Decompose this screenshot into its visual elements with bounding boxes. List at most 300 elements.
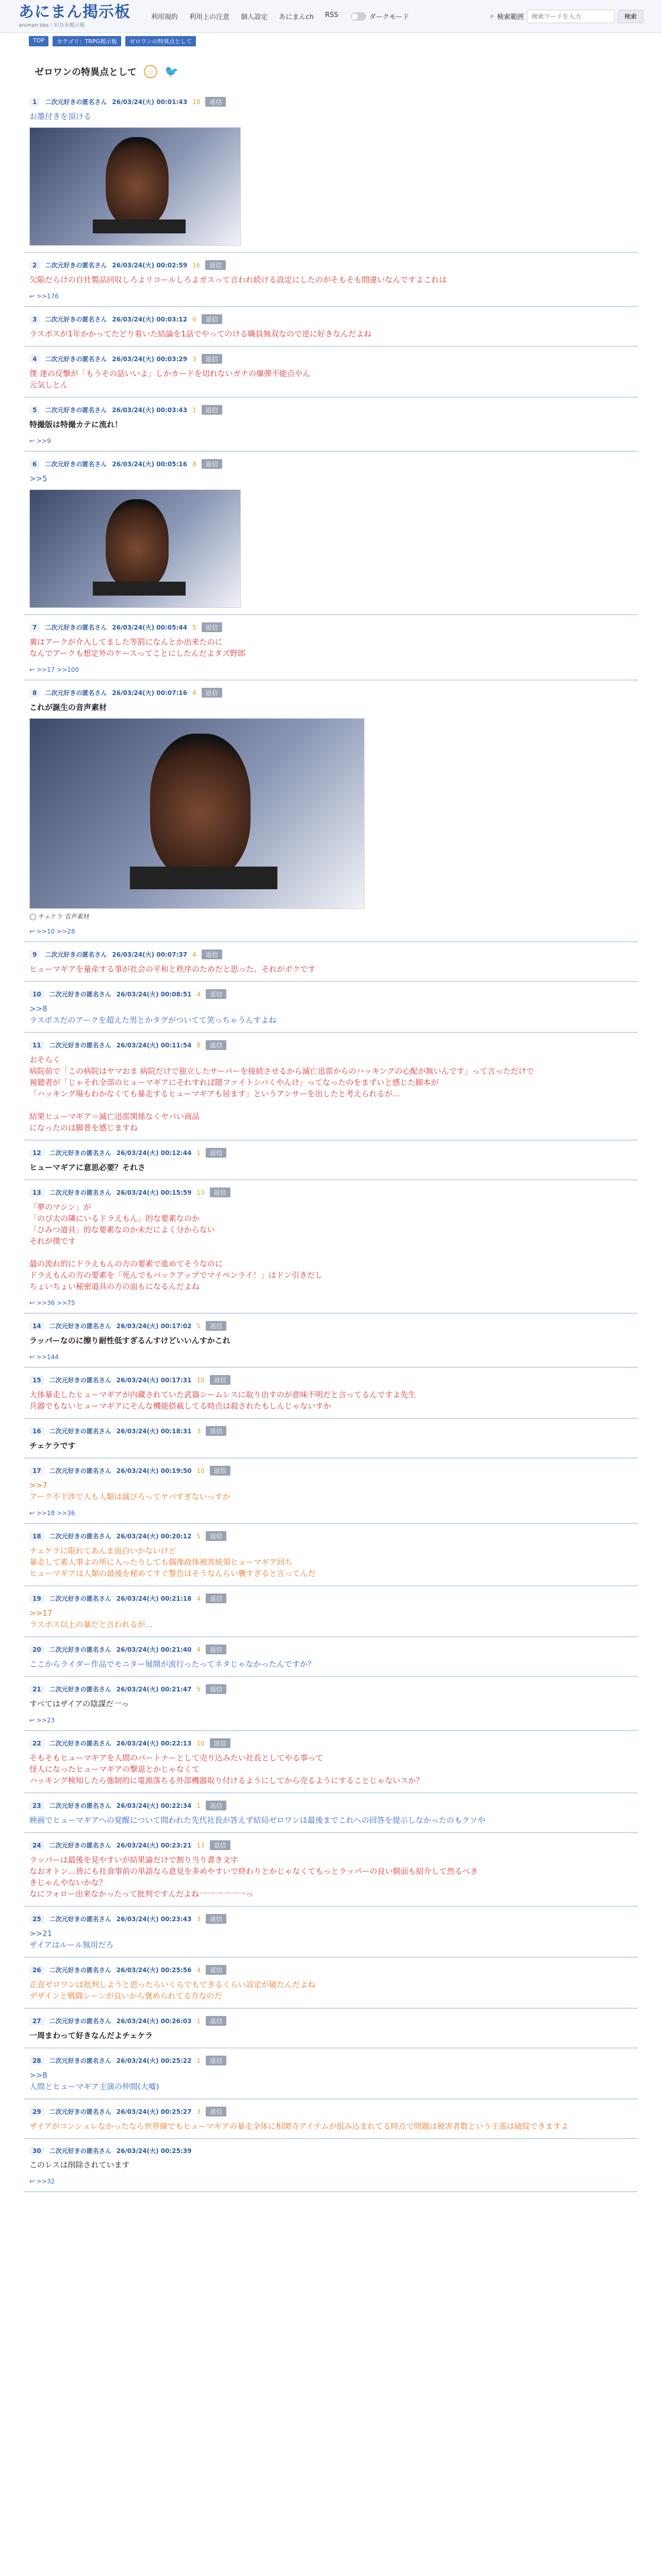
dark-mode-label: ダークモード bbox=[369, 13, 409, 21]
image-figure bbox=[106, 499, 169, 588]
post-body bbox=[29, 1003, 638, 1026]
post-body bbox=[29, 1389, 638, 1412]
post-date: 26/03/24(火) 00:25:27 bbox=[116, 2108, 192, 2115]
post-line: すべてはザイアの陰謀だ一っ bbox=[29, 1699, 129, 1708]
reply-button[interactable]: 返信 bbox=[206, 2016, 226, 2026]
post-date: 26/03/24(火) 00:03:43 bbox=[112, 406, 188, 414]
post-line: そもそもヒューマギアを人間のパートナーとして売り込みたい社長としてやる事って bbox=[29, 1753, 324, 1762]
post-number[interactable]: 20 bbox=[29, 1646, 44, 1654]
reply-button[interactable]: 返信 bbox=[202, 314, 222, 324]
post-item bbox=[24, 1637, 638, 1677]
poster-name: 二次元好きの匿名さん bbox=[49, 1967, 111, 1974]
post-body bbox=[29, 636, 638, 659]
post-line bbox=[29, 1247, 638, 1258]
poster-name: 二次元好きの匿名さん bbox=[49, 1149, 111, 1157]
post-number[interactable]: 26 bbox=[29, 1966, 44, 1974]
reply-button[interactable]: 返信 bbox=[206, 1801, 226, 1810]
twitter-bird-icon[interactable]: 🐦 bbox=[164, 65, 179, 78]
post-item bbox=[24, 1141, 638, 1180]
post-line[interactable]: >>5 bbox=[29, 474, 47, 483]
reply-refs-text[interactable]: >>23 bbox=[36, 1717, 55, 1724]
breadcrumb-top[interactable]: TOP bbox=[29, 36, 48, 46]
poster-name: 二次元好きの匿名さん bbox=[49, 1842, 111, 1849]
reply-button[interactable]: 返信 bbox=[205, 97, 226, 107]
post-line: きじゃんやないかな？ bbox=[29, 1878, 107, 1887]
post-body bbox=[29, 2030, 638, 2041]
like-count[interactable]: 1 bbox=[196, 1802, 201, 1809]
post-line: ハッキング検知したら強制的に電源落ちる外部機器取り付けるようにしてから売るようにすることじゃないスか？ bbox=[29, 1776, 424, 1785]
post-number[interactable]: 27 bbox=[29, 2017, 44, 2025]
reply-refs-text[interactable]: >>36 >>75 bbox=[36, 1299, 75, 1307]
post-line: ラッパーは最後を見やすいが結果論だけで割り当り書き文字 bbox=[29, 1855, 238, 1865]
post-number[interactable]: 7 bbox=[29, 623, 40, 632]
post-item bbox=[24, 90, 638, 253]
search-area bbox=[490, 10, 643, 23]
post-body bbox=[29, 111, 638, 122]
post-header bbox=[29, 459, 638, 469]
image-figure bbox=[150, 734, 250, 878]
post-item bbox=[24, 452, 638, 615]
post-line: ヒューマギアは人類の最後を秘めてすぐ警告はそうなんらい襲すぎると言ってんだ bbox=[29, 1569, 316, 1578]
reply-refs-text[interactable]: >>176 bbox=[36, 293, 59, 300]
poster-name: 二次元好きの匿名さん bbox=[45, 355, 107, 363]
post-line: ちょいちょい秘密道具の方の面もになるんだよね bbox=[29, 1282, 200, 1291]
reply-refs[interactable] bbox=[29, 1299, 638, 1307]
image-caption-bar bbox=[130, 867, 277, 889]
post-line: ドラえもんの方の要素を「死んでもバックアップでマイペンライ！」はドン引きだし bbox=[29, 1270, 323, 1280]
post-line: 元気しとん bbox=[29, 380, 69, 389]
post-number[interactable]: 21 bbox=[29, 1685, 44, 1693]
poster-name: 二次元好きの匿名さん bbox=[49, 1595, 111, 1602]
like-count[interactable]: 10 bbox=[196, 1376, 205, 1384]
like-count[interactable]: 4 bbox=[196, 1646, 201, 1653]
post-date: 26/03/24(火) 00:17:31 bbox=[116, 1377, 192, 1384]
like-count[interactable]: 4 bbox=[192, 951, 196, 958]
post-header bbox=[29, 2016, 638, 2026]
post-date: 26/03/24(火) 00:15:59 bbox=[116, 1189, 192, 1196]
post-date: 26/03/24(火) 00:05:44 bbox=[112, 624, 188, 631]
post-body bbox=[29, 1854, 638, 1900]
post-line bbox=[29, 1099, 638, 1111]
post-line: 「ハッキング場もわかなくても暴走するヒューマギアも居ます」というアンサーを出したと考えられるが… bbox=[29, 1089, 400, 1098]
like-count[interactable]: 1 bbox=[192, 406, 196, 414]
post-line: チェケラに限れてあんま面白いかないけど bbox=[29, 1546, 176, 1555]
site-header bbox=[0, 0, 662, 33]
poster-name: 二次元好きの匿名さん bbox=[45, 951, 107, 958]
post-header bbox=[29, 260, 638, 270]
reply-refs[interactable] bbox=[29, 2178, 638, 2185]
reply-arrow-icon: ↩ bbox=[29, 437, 37, 445]
nav-animanch[interactable]: あにまんch bbox=[279, 13, 314, 21]
like-count[interactable]: 10 bbox=[196, 1739, 205, 1747]
post-body bbox=[29, 368, 638, 391]
post-line: 大体暴走したヒューマギアが内蔵されていた武器シームレスに取り出すのが意味不明だと言ってるんですよ先生 bbox=[29, 1390, 416, 1399]
image-caption-bar bbox=[93, 219, 186, 233]
post-date: 26/03/24(火) 00:21:18 bbox=[116, 1595, 192, 1602]
reply-button[interactable]: 返信 bbox=[210, 1840, 230, 1850]
post-line: になったのは脚普を感じますね bbox=[29, 1123, 138, 1132]
post-header bbox=[29, 2107, 638, 2116]
post-line: それが僕です bbox=[29, 1236, 76, 1246]
post-body bbox=[29, 1928, 638, 1951]
reply-button[interactable]: 返信 bbox=[206, 1594, 226, 1603]
post-line: 僕 達の反撃が「もうその話いいよ」しかカードを切れないガチの爆弾不能点やん bbox=[29, 369, 310, 378]
post-item bbox=[24, 1033, 638, 1141]
post-number[interactable]: 16 bbox=[29, 1427, 44, 1435]
post-line: このレスは削除されています bbox=[29, 2160, 130, 2170]
post-item bbox=[24, 2099, 638, 2139]
reply-arrow-icon: ↩ bbox=[29, 1299, 37, 1307]
post-body bbox=[29, 1658, 638, 1670]
post-line: お墨付きを頂ける bbox=[29, 112, 92, 121]
reply-button[interactable]: 返信 bbox=[210, 1738, 230, 1748]
poster-name: 二次元好きの匿名さん bbox=[45, 461, 107, 468]
post-number[interactable]: 25 bbox=[29, 1915, 44, 1923]
post-number[interactable]: 12 bbox=[29, 1149, 44, 1157]
post-item bbox=[24, 681, 638, 942]
post-header bbox=[29, 1040, 638, 1050]
post-header bbox=[29, 405, 638, 415]
post-line: 病院前で「この病院はヤマおま 病院だけで独立したサーバーを接続させるから滅亡迅雷からのハッキングの心配が無いんです」って言っただけで bbox=[29, 1066, 534, 1076]
post-line: ラスボスが1年かかってたどり着いた結論を1話でやってのける職員無双なので逆に好きなんだよね bbox=[29, 329, 372, 338]
reply-button[interactable]: 返信 bbox=[206, 2107, 226, 2116]
reply-button[interactable]: 返信 bbox=[210, 1188, 230, 1197]
post-image[interactable] bbox=[29, 489, 241, 608]
like-count[interactable]: 3 bbox=[196, 1427, 201, 1435]
reply-refs[interactable] bbox=[29, 293, 638, 300]
search-scope-label[interactable]: 検索範囲 bbox=[496, 13, 524, 21]
post-body bbox=[29, 328, 638, 340]
reply-button[interactable]: 返信 bbox=[206, 1965, 226, 1975]
poster-name: 二次元好きの匿名さん bbox=[49, 1189, 111, 1196]
post-number[interactable]: 19 bbox=[29, 1595, 44, 1603]
post-item bbox=[24, 942, 638, 982]
reply-button[interactable]: 返信 bbox=[206, 1531, 226, 1541]
reply-button[interactable]: 返信 bbox=[206, 1426, 226, 1436]
like-count[interactable]: 5 bbox=[196, 1322, 201, 1330]
post-item bbox=[24, 2139, 638, 2192]
post-number[interactable]: 13 bbox=[29, 1189, 44, 1197]
post-line[interactable]: >>7 bbox=[29, 1481, 47, 1490]
reply-refs-text[interactable]: >>10 >>28 bbox=[36, 928, 75, 935]
post-date: 26/03/24(火) 00:18:31 bbox=[116, 1428, 192, 1435]
reply-button[interactable]: 返信 bbox=[206, 989, 226, 999]
post-line: 「ひみつ道具」的な要素なのか未だによく分からない bbox=[29, 1225, 215, 1234]
nav-settings[interactable]: 個人設定 bbox=[241, 13, 268, 21]
post-number[interactable]: 5 bbox=[29, 406, 40, 414]
reply-button[interactable]: 返信 bbox=[202, 405, 222, 415]
post-line: チェケラです bbox=[29, 1441, 76, 1450]
like-count[interactable]: 10 bbox=[196, 1467, 205, 1475]
post-date: 26/03/24(火) 00:07:16 bbox=[112, 689, 188, 697]
post-body bbox=[29, 702, 638, 713]
post-line: なおオトン…皆にも社食事前の単語なら意見を多めやすいで終わりとかじゃなくてもっとラッパーの良い側面も紹介して然るべき bbox=[29, 1867, 478, 1876]
post-body bbox=[29, 2070, 638, 2092]
post-image[interactable] bbox=[29, 718, 365, 909]
reply-refs-text[interactable]: >>144 bbox=[36, 1353, 59, 1361]
post-number[interactable]: 15 bbox=[29, 1376, 44, 1384]
like-count[interactable]: 6 bbox=[192, 315, 196, 323]
poster-name: 二次元好きの匿名さん bbox=[49, 1467, 111, 1475]
like-count[interactable]: 1 bbox=[196, 2017, 201, 2025]
post-body bbox=[29, 963, 638, 975]
post-date: 26/03/24(火) 00:02:59 bbox=[112, 262, 188, 269]
like-count[interactable]: 4 bbox=[196, 990, 201, 998]
poster-name: 二次元好きの匿名さん bbox=[49, 1042, 111, 1049]
post-line[interactable]: >>8 bbox=[29, 1004, 47, 1013]
post-item bbox=[24, 1677, 638, 1731]
post-header bbox=[29, 989, 638, 999]
reply-refs[interactable] bbox=[29, 1510, 638, 1517]
like-count[interactable]: 4 bbox=[196, 1966, 201, 1974]
reply-arrow-icon: ↩ bbox=[29, 1353, 37, 1361]
post-line: 最の流れ的にドラえもんの方の要素で進めてそうなのに bbox=[29, 1259, 223, 1268]
post-line: デザインと戦闘シーンが良いから褒められてる方なのだ bbox=[29, 1991, 222, 2001]
post-number[interactable]: 3 bbox=[29, 315, 40, 324]
reply-button[interactable]: 返信 bbox=[206, 1914, 226, 1924]
post-number[interactable]: 10 bbox=[29, 990, 44, 998]
logo-subtext: animan bbs｜旧ＤＢ掲示板 bbox=[19, 23, 85, 28]
post-header bbox=[29, 2056, 638, 2065]
poster-name: 二次元好きの匿名さん bbox=[49, 1916, 111, 1923]
reply-button[interactable]: 返信 bbox=[202, 354, 222, 364]
post-number[interactable]: 29 bbox=[29, 2108, 44, 2116]
reply-button[interactable]: 返信 bbox=[206, 1148, 226, 1158]
post-line: 「のび太の隣にいるドラえもん」的な要素なのか bbox=[29, 1214, 200, 1223]
search-button[interactable]: 検索 bbox=[618, 10, 643, 23]
post-number[interactable]: 9 bbox=[29, 951, 40, 959]
like-count[interactable]: 10 bbox=[192, 98, 201, 106]
poster-name: 二次元好きの匿名さん bbox=[45, 98, 107, 106]
post-header bbox=[29, 1321, 638, 1331]
post-body bbox=[29, 1979, 638, 2002]
post-item bbox=[24, 307, 638, 347]
post-line[interactable]: >>17 bbox=[29, 1608, 53, 1618]
post-date: 26/03/24(火) 00:26:03 bbox=[116, 2018, 192, 2025]
post-number[interactable]: 30 bbox=[29, 2147, 44, 2155]
like-count[interactable]: 4 bbox=[192, 689, 196, 697]
post-date: 26/03/24(火) 00:03:12 bbox=[112, 316, 188, 323]
reply-button[interactable]: 返信 bbox=[202, 950, 222, 959]
reply-refs-text[interactable]: >>9 bbox=[36, 437, 51, 445]
post-item bbox=[24, 347, 638, 398]
post-number[interactable]: 23 bbox=[29, 1802, 44, 1810]
reply-button[interactable]: 返信 bbox=[206, 1684, 226, 1694]
search-icon: ⌕ bbox=[490, 12, 494, 20]
post-date: 26/03/24(火) 00:07:37 bbox=[112, 951, 188, 958]
post-list bbox=[24, 90, 638, 2192]
post-date: 26/03/24(火) 00:23:43 bbox=[116, 1916, 192, 1923]
thread-header bbox=[35, 65, 638, 78]
post-date: 26/03/24(火) 00:11:54 bbox=[116, 1042, 192, 1049]
like-count[interactable]: 4 bbox=[196, 1595, 201, 1602]
poster-name: 二次元好きの匿名さん bbox=[45, 624, 107, 631]
post-number[interactable]: 2 bbox=[29, 261, 40, 269]
post-line: 視聴者が「じゃそれ全部のヒューマギアにそれすれば随ファイトシバくやんけ」ってなったのをまずいと感じた脚本が bbox=[29, 1078, 439, 1087]
post-line: 人間とヒューマギア主演の仲間(大嘘) bbox=[29, 2082, 159, 2091]
post-number[interactable]: 6 bbox=[29, 460, 40, 468]
breadcrumb-thread[interactable]: ゼロワンの特異点として bbox=[125, 36, 196, 46]
post-date: 26/03/24(火) 00:20:12 bbox=[116, 1533, 192, 1540]
post-line: 暴走して素人事よの所に入ったりしても偶像政体被害統領ヒューマギア回ち bbox=[29, 1557, 293, 1567]
page-title: ゼロワンの特異点として bbox=[35, 67, 137, 78]
toggle-knob bbox=[352, 13, 358, 20]
reply-button[interactable]: 返信 bbox=[210, 1466, 230, 1476]
post-item bbox=[24, 1419, 638, 1459]
post-date: 26/03/24(火) 00:05:16 bbox=[112, 461, 188, 468]
like-count[interactable]: 1 bbox=[196, 1149, 201, 1157]
post-header bbox=[29, 1426, 638, 1436]
post-number[interactable]: 1 bbox=[29, 98, 40, 106]
like-count[interactable]: 13 bbox=[196, 1841, 205, 1849]
post-number[interactable]: 11 bbox=[29, 1041, 44, 1049]
post-line: 結果ヒューマギア＝滅亡迅雷関係なくヤバい商品 bbox=[29, 1112, 200, 1121]
post-body bbox=[29, 1545, 638, 1579]
post-item bbox=[24, 398, 638, 452]
post-header bbox=[29, 1801, 638, 1810]
post-line: 欠陥だらけの自社製品回収しろよリコールしろよガスって言われ続ける設定にしたのがそもそも間違いなんですよこれは bbox=[29, 275, 447, 284]
post-number[interactable]: 14 bbox=[29, 1322, 44, 1330]
post-date: 26/03/24(火) 00:01:43 bbox=[112, 98, 188, 106]
post-line: ここからライダー作品でモニター展開が流行ったってネタじゃなかったんですか？ bbox=[29, 1659, 316, 1669]
post-date: 26/03/24(火) 00:19:50 bbox=[116, 1467, 192, 1475]
post-line: 怪人になったヒューマギアの撃退とかじゃなくて bbox=[29, 1765, 200, 1774]
reply-refs[interactable] bbox=[29, 1353, 638, 1361]
post-line: ザイアはルール無用だろ bbox=[29, 1940, 114, 1950]
like-count[interactable]: 5 bbox=[196, 1685, 201, 1693]
post-line: ラスボス以上の暴だと言われるが… bbox=[29, 1620, 153, 1629]
post-body bbox=[29, 2121, 638, 2132]
post-header bbox=[29, 1375, 638, 1385]
reply-arrow-icon: ↩ bbox=[29, 928, 37, 935]
post-number[interactable]: 8 bbox=[29, 689, 40, 697]
thread-container bbox=[24, 65, 638, 2192]
post-number[interactable]: 28 bbox=[29, 2057, 44, 2065]
post-header bbox=[29, 1684, 638, 1694]
like-count[interactable]: 1 bbox=[196, 2057, 201, 2064]
post-date: 26/03/24(火) 00:25:39 bbox=[116, 2147, 192, 2155]
post-number[interactable]: 18 bbox=[29, 1532, 44, 1540]
post-line: 裏はアークが介入してました等罰になんとか出来たのに bbox=[29, 637, 223, 647]
post-number[interactable]: 22 bbox=[29, 1739, 44, 1748]
post-number[interactable]: 4 bbox=[29, 355, 40, 363]
post-item bbox=[24, 1314, 638, 1368]
reply-button[interactable]: 返信 bbox=[206, 2056, 226, 2065]
post-item bbox=[24, 615, 638, 681]
post-body bbox=[29, 1480, 638, 1502]
reply-refs[interactable] bbox=[29, 437, 638, 445]
like-count[interactable]: 16 bbox=[192, 261, 201, 269]
image-figure bbox=[106, 137, 169, 226]
like-count[interactable]: 8 bbox=[196, 1041, 201, 1049]
post-body bbox=[29, 1698, 638, 1709]
post-header bbox=[29, 950, 638, 959]
post-header bbox=[29, 1594, 638, 1603]
reply-button[interactable]: 返信 bbox=[205, 260, 226, 270]
like-count[interactable]: 3 bbox=[196, 1915, 201, 1923]
site-logo[interactable] bbox=[19, 4, 130, 28]
post-line: おそらく bbox=[29, 1055, 61, 1064]
post-item bbox=[24, 1793, 638, 1833]
post-date: 26/03/24(火) 00:25:56 bbox=[116, 1967, 192, 1974]
reply-arrow-icon: ↩ bbox=[29, 2178, 37, 2185]
reply-refs-text[interactable]: >>18 >>36 bbox=[36, 1510, 75, 1517]
like-count[interactable]: 13 bbox=[196, 1189, 205, 1196]
poster-name: 二次元好きの匿名さん bbox=[49, 1646, 111, 1653]
reply-button[interactable]: 返信 bbox=[206, 1645, 226, 1654]
post-body bbox=[29, 419, 638, 430]
reply-button[interactable]: 返信 bbox=[210, 1375, 230, 1385]
post-header bbox=[29, 1466, 638, 1476]
post-image[interactable] bbox=[29, 127, 241, 246]
breadcrumb-category[interactable]: カテゴリ：TRPG掲示板 bbox=[53, 36, 121, 46]
post-body bbox=[29, 274, 638, 285]
like-count[interactable]: 3 bbox=[192, 355, 196, 363]
post-header bbox=[29, 1965, 638, 1975]
like-count[interactable]: 3 bbox=[196, 2108, 201, 2115]
image-source-note[interactable]: ◯ チェケラ 音声素材 bbox=[29, 913, 90, 920]
reply-button[interactable]: 返信 bbox=[206, 1040, 226, 1050]
nav-rss[interactable]: RSS bbox=[325, 11, 338, 19]
post-line: これが誕生の音声素材 bbox=[29, 703, 107, 712]
dark-mode-toggle[interactable] bbox=[351, 11, 409, 21]
nav-notes[interactable]: 利用上の注意 bbox=[189, 13, 230, 21]
like-count[interactable]: 5 bbox=[192, 623, 196, 631]
reply-button[interactable]: 返信 bbox=[202, 622, 222, 632]
poster-name: 二次元好きの匿名さん bbox=[49, 2147, 111, 2155]
search-input[interactable] bbox=[527, 10, 615, 23]
post-number[interactable]: 24 bbox=[29, 1841, 44, 1850]
poster-name: 二次元好きの匿名さん bbox=[45, 262, 107, 269]
reply-arrow-icon: ↩ bbox=[29, 1510, 37, 1517]
post-line[interactable]: >>8 bbox=[29, 2071, 47, 2080]
post-date: 26/03/24(火) 00:22:34 bbox=[116, 1802, 192, 1809]
reply-refs-text[interactable]: >>17 >>100 bbox=[36, 666, 79, 673]
reply-button[interactable]: 返信 bbox=[206, 1321, 226, 1331]
reply-refs[interactable] bbox=[29, 1717, 638, 1724]
post-line: 「夢のマシン」が bbox=[29, 1202, 91, 1212]
breadcrumb bbox=[0, 33, 662, 49]
post-header bbox=[29, 97, 638, 107]
nav-terms[interactable]: 利用規約 bbox=[151, 13, 178, 21]
reply-refs[interactable] bbox=[29, 666, 638, 673]
post-body bbox=[29, 1162, 638, 1173]
poster-name: 二次元好きの匿名さん bbox=[49, 1323, 111, 1330]
logo-text: あにまん掲示板 bbox=[19, 3, 130, 21]
star-icon[interactable]: ☆ bbox=[144, 65, 157, 78]
like-count[interactable]: 5 bbox=[196, 1532, 201, 1540]
post-body bbox=[29, 1815, 638, 1826]
reply-refs-text[interactable]: >>32 bbox=[36, 2178, 55, 2185]
post-number[interactable]: 17 bbox=[29, 1467, 44, 1475]
post-line[interactable]: >>21 bbox=[29, 1929, 53, 1938]
reply-button[interactable]: 返信 bbox=[202, 688, 222, 698]
post-item bbox=[24, 1180, 638, 1314]
toggle-switch[interactable] bbox=[351, 12, 366, 21]
like-count[interactable]: 8 bbox=[192, 460, 196, 468]
reply-refs[interactable] bbox=[29, 928, 638, 935]
post-body bbox=[29, 1440, 638, 1451]
post-item bbox=[24, 2009, 638, 2048]
post-line: ラッパーなのに擦り耐性低すぎるんすけどいいんすかこれ bbox=[29, 1336, 230, 1345]
post-item bbox=[24, 1833, 638, 1907]
post-header bbox=[29, 1188, 638, 1197]
post-line: 正直ゼロワンは批判しようと思ったらいくらでもできるくらい設定が破たんだよね bbox=[29, 1980, 316, 1989]
post-body bbox=[29, 1335, 638, 1346]
post-date: 26/03/24(火) 00:08:51 bbox=[116, 991, 192, 998]
post-line: ザイアがコンシュレなかったなら世界線でもヒューマギアの暴走全体に相関寺アイテムが組み込まれてる時点で問題は被害者数という王張は破綻できますよ bbox=[29, 2122, 569, 2131]
reply-button[interactable]: 返信 bbox=[202, 459, 222, 469]
